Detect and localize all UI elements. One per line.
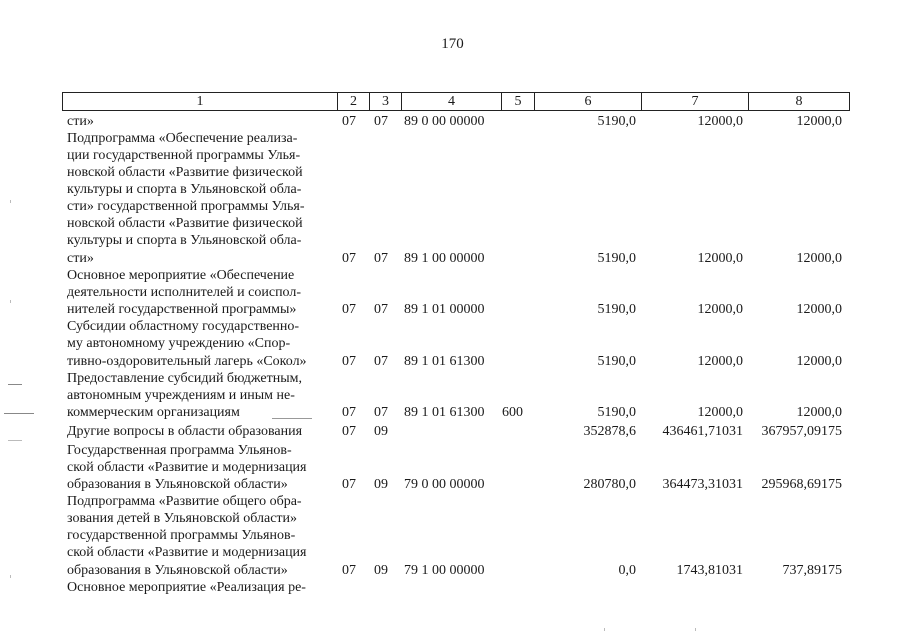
section-code: 07 xyxy=(342,114,356,129)
description-line: ской области «Развитие и модернизация xyxy=(67,460,307,475)
amount-col-8: 12000,0 xyxy=(796,302,842,317)
amount-col-6: 0,0 xyxy=(618,563,636,578)
description-line: Основное мероприятие «Обеспечение xyxy=(67,268,295,283)
description-line: зования детей в Ульяновской области» xyxy=(67,511,298,526)
header-col-2: 2 xyxy=(337,93,369,110)
description-line: образования в Ульяновской области» xyxy=(67,477,288,492)
amount-col-7: 364473,31031 xyxy=(662,477,743,492)
section-code: 07 xyxy=(342,354,356,369)
header-col-8: 8 xyxy=(748,93,849,110)
description-line: нителей государственной программы» xyxy=(67,302,297,317)
table-header xyxy=(62,92,850,111)
description-line: Предоставление субсидий бюджетным, xyxy=(67,371,303,386)
amount-col-8: 295968,69175 xyxy=(761,477,842,492)
scan-mark xyxy=(10,575,11,578)
header-col-1: 1 xyxy=(196,94,204,109)
scan-mark xyxy=(272,418,312,419)
amount-col-8: 12000,0 xyxy=(796,114,842,129)
subsection-code: 07 xyxy=(374,251,388,266)
amount-col-7: 12000,0 xyxy=(697,354,743,369)
amount-col-6: 352878,6 xyxy=(583,424,636,439)
description-line: культуры и спорта в Ульяновской обла- xyxy=(67,182,302,197)
description-line: Подпрограмма «Обеспечение реализа- xyxy=(67,131,298,146)
amount-col-7: 436461,71031 xyxy=(662,424,743,439)
header-col-3: 3 xyxy=(369,93,401,110)
description-line: Государственная программа Ульянов- xyxy=(67,443,292,458)
amount-col-7: 12000,0 xyxy=(697,114,743,129)
target-article-code: 79 0 00 00000 xyxy=(404,477,485,492)
amount-col-6: 5190,0 xyxy=(597,302,636,317)
description-line: автономным учреждениям и иным не- xyxy=(67,388,295,403)
amount-col-6: 280780,0 xyxy=(583,477,636,492)
expense-type-code: 600 xyxy=(502,405,523,420)
target-article-code: 89 1 01 61300 xyxy=(404,354,485,369)
section-code: 07 xyxy=(342,302,356,317)
header-col-5: 5 xyxy=(501,93,534,110)
amount-col-6: 5190,0 xyxy=(597,405,636,420)
amount-col-7: 1743,81031 xyxy=(676,563,743,578)
page-number: 170 xyxy=(441,36,464,52)
description-line: Другие вопросы в области образования xyxy=(67,424,303,439)
scan-mark xyxy=(4,413,34,414)
amount-col-7: 12000,0 xyxy=(697,251,743,266)
target-article-code: 89 1 00 00000 xyxy=(404,251,485,266)
amount-col-8: 12000,0 xyxy=(796,251,842,266)
description-line: ции государственной программы Улья- xyxy=(67,148,301,163)
section-code: 07 xyxy=(342,424,356,439)
subsection-code: 09 xyxy=(374,424,388,439)
header-col-7: 7 xyxy=(641,93,748,110)
description-line: новской области «Развитие физической xyxy=(67,165,303,180)
section-code: 07 xyxy=(342,477,356,492)
section-code: 07 xyxy=(342,563,356,578)
amount-col-8: 737,89175 xyxy=(782,563,842,578)
section-code: 07 xyxy=(342,405,356,420)
target-article-code: 89 1 01 61300 xyxy=(404,405,485,420)
description-line: деятельности исполнителей и соиспол- xyxy=(67,285,302,300)
header-col-6: 6 xyxy=(534,93,641,110)
scan-mark xyxy=(8,384,22,385)
description-line: культуры и спорта в Ульяновской обла- xyxy=(67,233,302,248)
scan-mark xyxy=(10,200,11,203)
target-article-code: 79 1 00 00000 xyxy=(404,563,485,578)
subsection-code: 07 xyxy=(374,405,388,420)
subsection-code: 09 xyxy=(374,477,388,492)
amount-col-6: 5190,0 xyxy=(597,354,636,369)
description-line: сти» государственной программы Улья- xyxy=(67,199,305,214)
target-article-code: 89 1 01 00000 xyxy=(404,302,485,317)
subsection-code: 09 xyxy=(374,563,388,578)
subsection-code: 07 xyxy=(374,354,388,369)
subsection-code: 07 xyxy=(374,302,388,317)
amount-col-6: 5190,0 xyxy=(597,251,636,266)
description-line: государственной программы Ульянов- xyxy=(67,528,296,543)
description-line: сти» xyxy=(67,114,94,129)
description-line: тивно-оздоровительный лагерь «Сокол» xyxy=(67,354,307,369)
scan-mark xyxy=(10,300,11,303)
section-code: 07 xyxy=(342,251,356,266)
amount-col-8: 12000,0 xyxy=(796,354,842,369)
description-line: новской области «Развитие физической xyxy=(67,216,303,231)
amount-col-8: 367957,09175 xyxy=(761,424,842,439)
description-line: Субсидии областному государственно- xyxy=(67,319,300,334)
subsection-code: 07 xyxy=(374,114,388,129)
description-line: му автономному учреждению «Спор- xyxy=(67,336,291,351)
header-col-4: 4 xyxy=(401,93,501,110)
amount-col-7: 12000,0 xyxy=(697,405,743,420)
description-line: Подпрограмма «Развитие общего обра- xyxy=(67,494,302,509)
description-line: коммерческим организациям xyxy=(67,405,240,420)
description-line: сти» xyxy=(67,251,94,266)
scan-mark xyxy=(604,628,605,631)
description-line: образования в Ульяновской области» xyxy=(67,563,288,578)
scan-mark xyxy=(8,440,22,441)
target-article-code: 89 0 00 00000 xyxy=(404,114,485,129)
description-line: Основное мероприятие «Реализация ре- xyxy=(67,580,306,595)
description-line: ской области «Развитие и модернизация xyxy=(67,545,307,560)
amount-col-7: 12000,0 xyxy=(697,302,743,317)
amount-col-8: 12000,0 xyxy=(796,405,842,420)
scan-mark xyxy=(695,628,696,631)
amount-col-6: 5190,0 xyxy=(597,114,636,129)
